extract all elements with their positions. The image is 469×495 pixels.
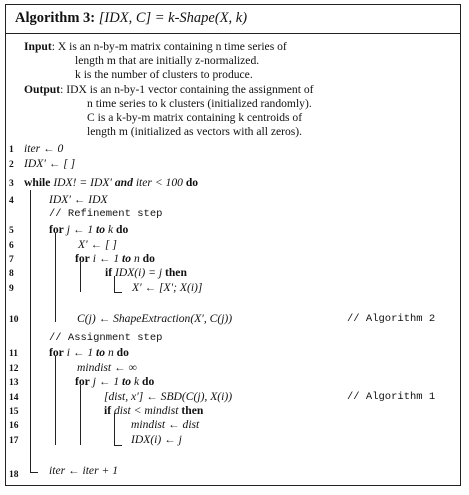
code-line	[24, 176, 198, 189]
input-line-1	[24, 40, 287, 53]
code-line: mindist ← dist	[131, 418, 200, 431]
keyword: for	[75, 252, 90, 265]
line-number: 15	[9, 407, 19, 417]
output-line-1	[24, 83, 314, 96]
output-label: Output	[24, 83, 61, 96]
code-line	[49, 223, 128, 236]
keyword: if	[105, 266, 113, 279]
for-i-block-guide	[80, 262, 81, 292]
line-number: 11	[9, 349, 18, 359]
keyword: do	[142, 375, 155, 388]
algorithm-number: Algorithm 3:	[15, 10, 96, 26]
output-line-4: length m (initialized as vectors with all zeros).	[87, 125, 303, 138]
keyword: do	[116, 223, 129, 236]
expression: IDX! = IDX′	[50, 176, 115, 189]
output-line-3: C is a k-by-m matrix containing k centroids of	[87, 111, 303, 124]
code-line	[75, 252, 155, 265]
comment-line: // Algorithm 1	[347, 391, 436, 403]
code-line: iter ← iter + 1	[49, 464, 119, 477]
expression: j ← 1	[89, 375, 123, 388]
code-line	[104, 404, 203, 417]
line-number: 2	[9, 160, 14, 170]
keyword: to	[122, 252, 132, 265]
expression: iter < 100	[132, 176, 186, 189]
line-number: 9	[9, 284, 14, 294]
if-assign-end	[114, 445, 122, 446]
line-number: 4	[9, 196, 14, 206]
code-line: X′ ← [X′; X(i)]	[132, 281, 203, 294]
line-number: 8	[9, 269, 14, 279]
input-line-3: k is the number of clusters to produce.	[75, 68, 253, 81]
keyword: to	[96, 223, 106, 236]
line-number: 18	[9, 470, 19, 480]
keyword: then	[181, 404, 204, 417]
code-line: [dist, x′] ← SBD(C(j), X(i))	[104, 390, 233, 403]
code-line: IDX′ ← IDX	[49, 193, 108, 206]
line-number: 10	[9, 315, 19, 325]
code-line: X′ ← [ ]	[78, 238, 117, 251]
algorithm-title-bar	[5, 4, 461, 34]
keyword: and	[114, 176, 133, 189]
keyword: for	[49, 223, 64, 236]
code-line: iter ← 0	[24, 142, 64, 155]
keyword: for	[75, 375, 90, 388]
keyword: to	[96, 346, 106, 359]
line-number: 5	[9, 226, 14, 236]
comment-line: // Algorithm 2	[347, 313, 436, 325]
line-number: 14	[9, 393, 19, 403]
expression: k	[105, 223, 117, 236]
line-number: 12	[9, 364, 19, 374]
expression: i ← 1	[63, 346, 97, 359]
input-text-1: : X is an n-by-m matrix containing n time series of	[51, 40, 287, 53]
code-line	[49, 346, 129, 359]
expression: i ← 1	[89, 252, 123, 265]
line-number: 16	[9, 421, 19, 431]
keyword: then	[165, 266, 187, 279]
input-label: Input	[24, 40, 52, 53]
expression: k	[131, 375, 143, 388]
for-j-assign-guide	[80, 385, 81, 445]
code-line: IDX′ ← [ ]	[24, 157, 76, 170]
algorithm-title	[15, 10, 247, 27]
if-block-end	[114, 292, 122, 293]
keyword: do	[142, 252, 155, 265]
while-block-end	[30, 472, 38, 473]
code-line: C(j) ← ShapeExtraction(X′, C(j))	[77, 312, 233, 325]
keyword: do	[116, 346, 129, 359]
line-number: 7	[9, 255, 14, 265]
while-block-guide	[30, 190, 31, 472]
expression: dist < mindist	[111, 404, 182, 417]
algorithm-signature: [IDX, C] = k-Shape(X, k)	[98, 10, 248, 26]
expression: n	[105, 346, 117, 359]
expression: n	[131, 252, 143, 265]
keyword: for	[49, 346, 64, 359]
code-line: mindist ← ∞	[77, 361, 137, 374]
for-j-block-guide	[55, 233, 56, 322]
line-number: 17	[9, 436, 19, 446]
code-line	[75, 375, 154, 388]
keyword: if	[104, 404, 112, 417]
if-assign-guide	[114, 413, 115, 445]
for-i-assign-guide	[55, 356, 56, 445]
line-number: 3	[9, 179, 14, 189]
line-number: 13	[9, 378, 19, 388]
keyword: to	[122, 375, 132, 388]
expression: IDX(i) = j	[112, 266, 165, 279]
code-line	[105, 266, 187, 279]
comment-line: // Refinement step	[49, 208, 163, 220]
keyword: do	[185, 176, 199, 189]
line-number: 6	[9, 241, 14, 251]
keyword: while	[24, 176, 51, 189]
code-line: IDX(i) ← j	[131, 433, 182, 446]
output-text-1: : IDX is an n-by-1 vector containing the assignment of	[60, 83, 314, 96]
input-line-2: length m that are initially z-normalized.	[75, 54, 260, 67]
output-line-2: n time series to k clusters (initialized randomly).	[87, 97, 312, 110]
line-number: 1	[9, 145, 14, 155]
comment-line: // Assignment step	[49, 332, 163, 344]
expression: j ← 1	[63, 223, 97, 236]
